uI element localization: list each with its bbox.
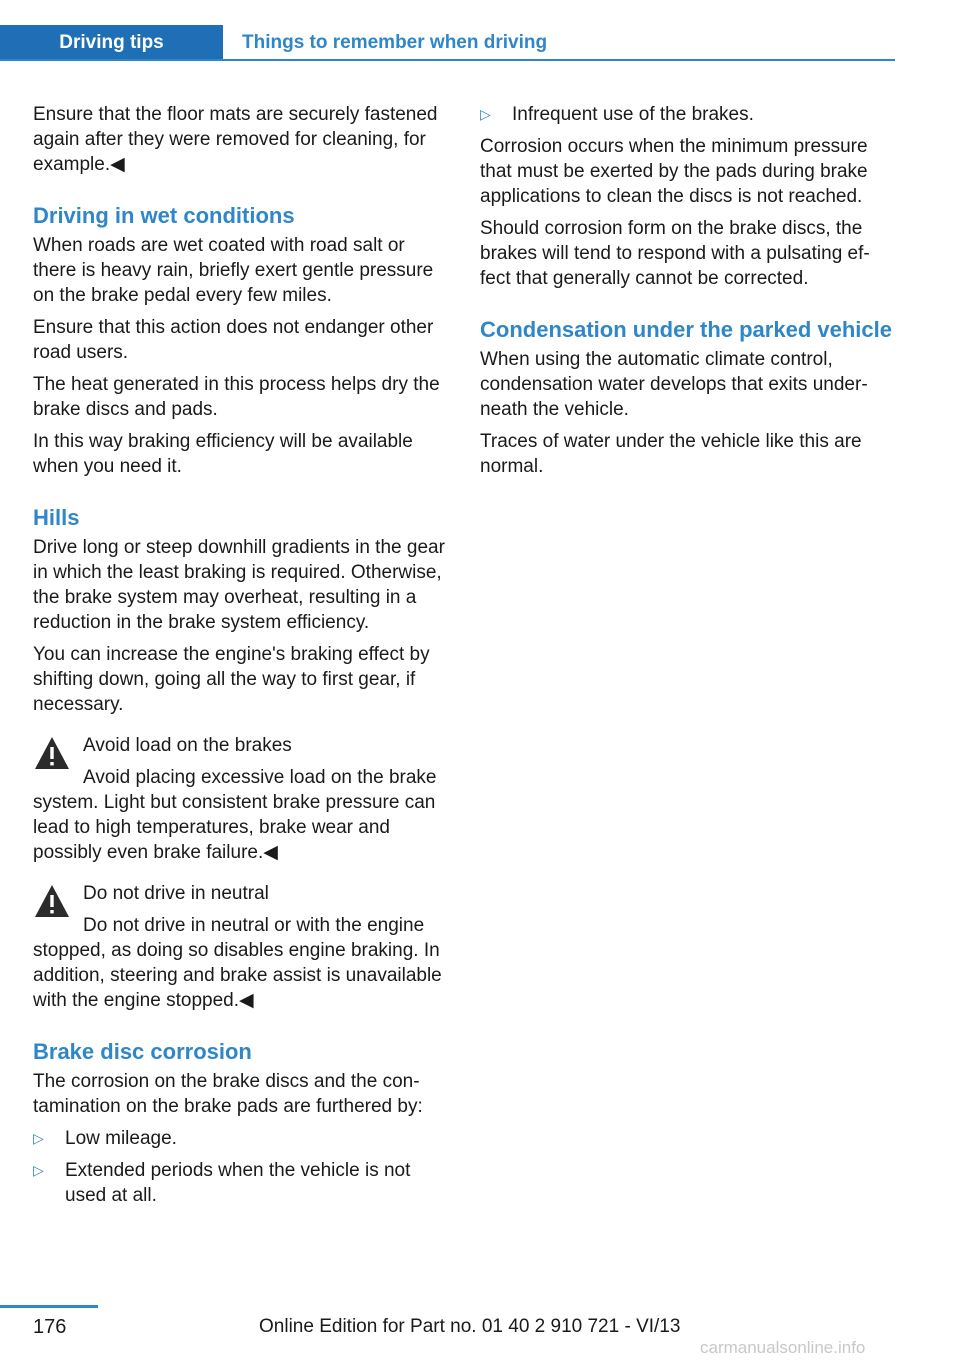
warning-triangle-icon [33,735,71,771]
warning-box [33,733,447,865]
left-column [33,102,447,1215]
paragraph: Should corrosion form on the brake discs, the brakes will tend to respond with a pulsating effect that generally cannot be corrected. [480,218,870,289]
bullet-list [33,1126,447,1208]
list-item-text: Extended periods when the vehicle is not used at all. [65,1160,411,1206]
triangle-bullet-icon: ▷ [33,1162,44,1178]
heading-hills: Hills [33,505,80,530]
page-number: 176 [33,1316,67,1338]
paragraph: Traces of water under the vehicle like this are normal. [480,431,862,477]
warning-triangle-icon [33,883,71,919]
warning-text: Do not drive in neutral or with the engine stopped, as doing so disables engine braking. In addition, steering and brake assist is unavailable with the engine stopped.◀ [33,915,442,1011]
subsection-title: Things to remember when driving [242,31,548,53]
triangle-bullet-icon: ▷ [33,1130,44,1146]
list-item [33,1158,447,1208]
paragraph: In this way braking efficiency will be available when you need it. [33,431,413,477]
paragraph: You can increase the engine's braking effect by shifting down, going all the way to first gear, if necessary. [33,644,430,715]
warning-title: Avoid load on the brakes [83,735,292,756]
intro-paragraph: Ensure that the floor mats are securely fastened again after they were removed for cleaning, for example.◀ [33,104,438,175]
paragraph: The heat generated in this process helps dry the brake discs and pads. [33,374,440,420]
paragraph: When using the automatic climate control, condensation water develops that exits underneath the vehicle. [480,349,868,420]
warning-title: Do not drive in neutral [83,883,269,904]
heading-wet-conditions: Driving in wet conditions [33,203,295,228]
paragraph: Corrosion occurs when the minimum pressure that must be exerted by the pads during brake applications to clean the discs is not reached. [480,136,868,207]
page-header [0,25,895,62]
list-item [33,1126,447,1151]
footer-rule [0,1305,98,1308]
heading-condensation: Condensation under the parked vehicle [480,317,892,342]
heading-brake-disc-corrosion: Brake disc corrosion [33,1039,252,1064]
watermark: carmanualsonline.info [700,1338,866,1357]
triangle-bullet-icon: ▷ [480,106,491,122]
warning-box [33,881,447,1013]
warning-text: Avoid placing excessive load on the brake system. Light but consistent brake pressure can lead to high temperatures, brake wear and possibly even brake failure.◀ [33,767,437,863]
list-item [480,102,892,127]
paragraph: When roads are wet coated with road salt or there is heavy rain, briefly exert gentle pressure on the brake pedal every few miles. [33,235,434,306]
header-rule [0,59,895,61]
list-item-text: Infrequent use of the brakes. [512,104,754,125]
paragraph: Drive long or steep downhill gradients in the gear in which the least braking is required. Otherwise, the brake system may overheat, resulting in a reduction in the brake system efficiency. [33,537,445,633]
list-item-text: Low mileage. [65,1128,177,1149]
edition-note: Online Edition for Part no. 01 40 2 910 721 - VI/13 [259,1316,681,1337]
bullet-list [480,102,892,127]
paragraph: The corrosion on the brake discs and the contamination on the brake pads are furthered by: [33,1071,423,1117]
right-column [480,102,892,486]
section-tab: Driving tips [0,25,223,60]
paragraph: Ensure that this action does not endanger other road users. [33,317,434,363]
